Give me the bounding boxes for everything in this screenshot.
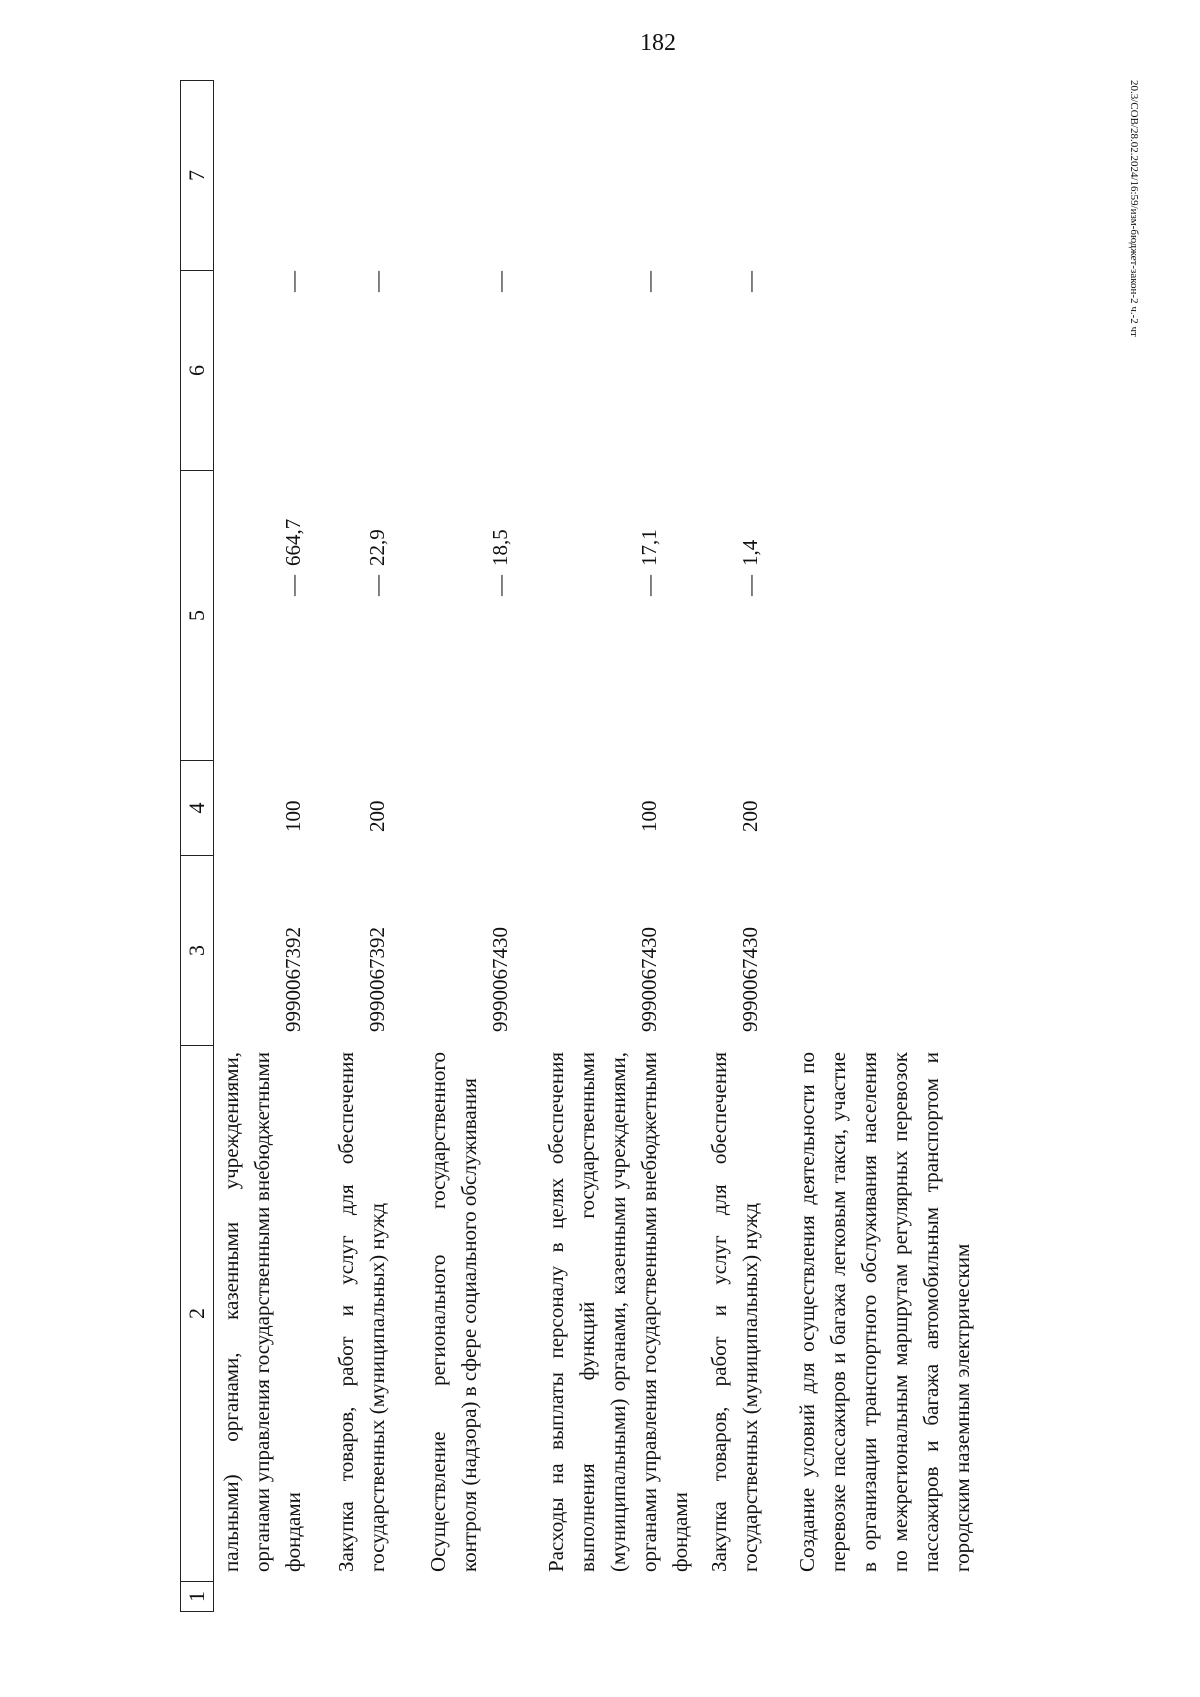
row-code: 9990067392 — [365, 927, 389, 1032]
row-col7: — — [488, 271, 512, 292]
table-row — [682, 80, 770, 1612]
row-amount: 17,1 — [637, 529, 661, 566]
row-col6: — — [637, 575, 661, 596]
column-header-1: 1 — [181, 1582, 213, 1612]
row-description: Осуществление регионального государственного контроля (надзора) в сфере социального обслуживания — [426, 1052, 481, 1572]
row-expense-type: 100 — [637, 800, 661, 832]
row-col7: — — [365, 271, 389, 292]
row-col7: — — [738, 271, 762, 292]
table-row — [309, 80, 401, 1612]
table-row — [770, 80, 974, 1612]
table-row — [401, 80, 519, 1612]
budget-table — [180, 80, 1100, 1612]
row-amount: 18,5 — [488, 529, 512, 566]
row-expense-type: 100 — [281, 800, 305, 832]
row-code: 9990067392 — [281, 927, 305, 1032]
row-description: Создание условий для осуществления деятельности по перевозке пассажиров и багажа легковым такси, участие в организации транспортного обслуживания населения по межрегиональным маршрутам регулярных перевозок пассажиров и багажа автомобильным транспортом и городским наземным электрическим — [795, 1052, 974, 1572]
column-header-6: 6 — [181, 271, 213, 471]
table-row — [214, 80, 309, 1612]
row-col6: — — [281, 575, 305, 596]
row-description: пальными) органами, казенными учреждениями, органами управления государственными внебюджетными фондами — [219, 1052, 305, 1572]
column-header-4: 4 — [181, 761, 213, 856]
column-header-5: 5 — [181, 471, 213, 761]
row-amount: 22,9 — [365, 529, 389, 566]
row-expense-type: 200 — [738, 800, 762, 832]
row-col7: — — [637, 271, 661, 292]
row-code: 9990067430 — [738, 927, 762, 1032]
row-col6: — — [488, 575, 512, 596]
column-header-7: 7 — [181, 80, 213, 271]
row-description: Закупка товаров, работ и услуг для обеспечения государственных (муниципальных) нужд — [334, 1052, 389, 1572]
row-col6: — — [738, 575, 762, 596]
row-description: Закупка товаров, работ и услуг для обеспечения государственных (муниципальных) нужд — [707, 1052, 762, 1572]
row-col6: — — [365, 575, 389, 596]
column-header-2: 2 — [181, 1046, 213, 1582]
footer-code: 20.3/СОВ/28.02.2024/16:59/изм-бюджет-закон-2 ч.-2 чт — [1128, 80, 1140, 337]
table-row — [519, 80, 692, 1612]
row-amount: 1,4 — [738, 539, 762, 566]
row-expense-type: 200 — [365, 800, 389, 832]
row-code: 9990067430 — [488, 927, 512, 1032]
table-header-row — [180, 80, 214, 1612]
row-description: Расходы на выплаты персоналу в целях обеспечения выполнения функций государственными (муниципальными) органами, казенными учреждениями, органами управления государственными внебюджетными фондами — [544, 1052, 692, 1572]
row-code: 9990067430 — [637, 927, 661, 1032]
column-header-3: 3 — [181, 856, 213, 1046]
page-number: 182 — [640, 30, 676, 56]
row-amount: 664,7 — [281, 518, 305, 566]
row-col7: — — [281, 271, 305, 292]
